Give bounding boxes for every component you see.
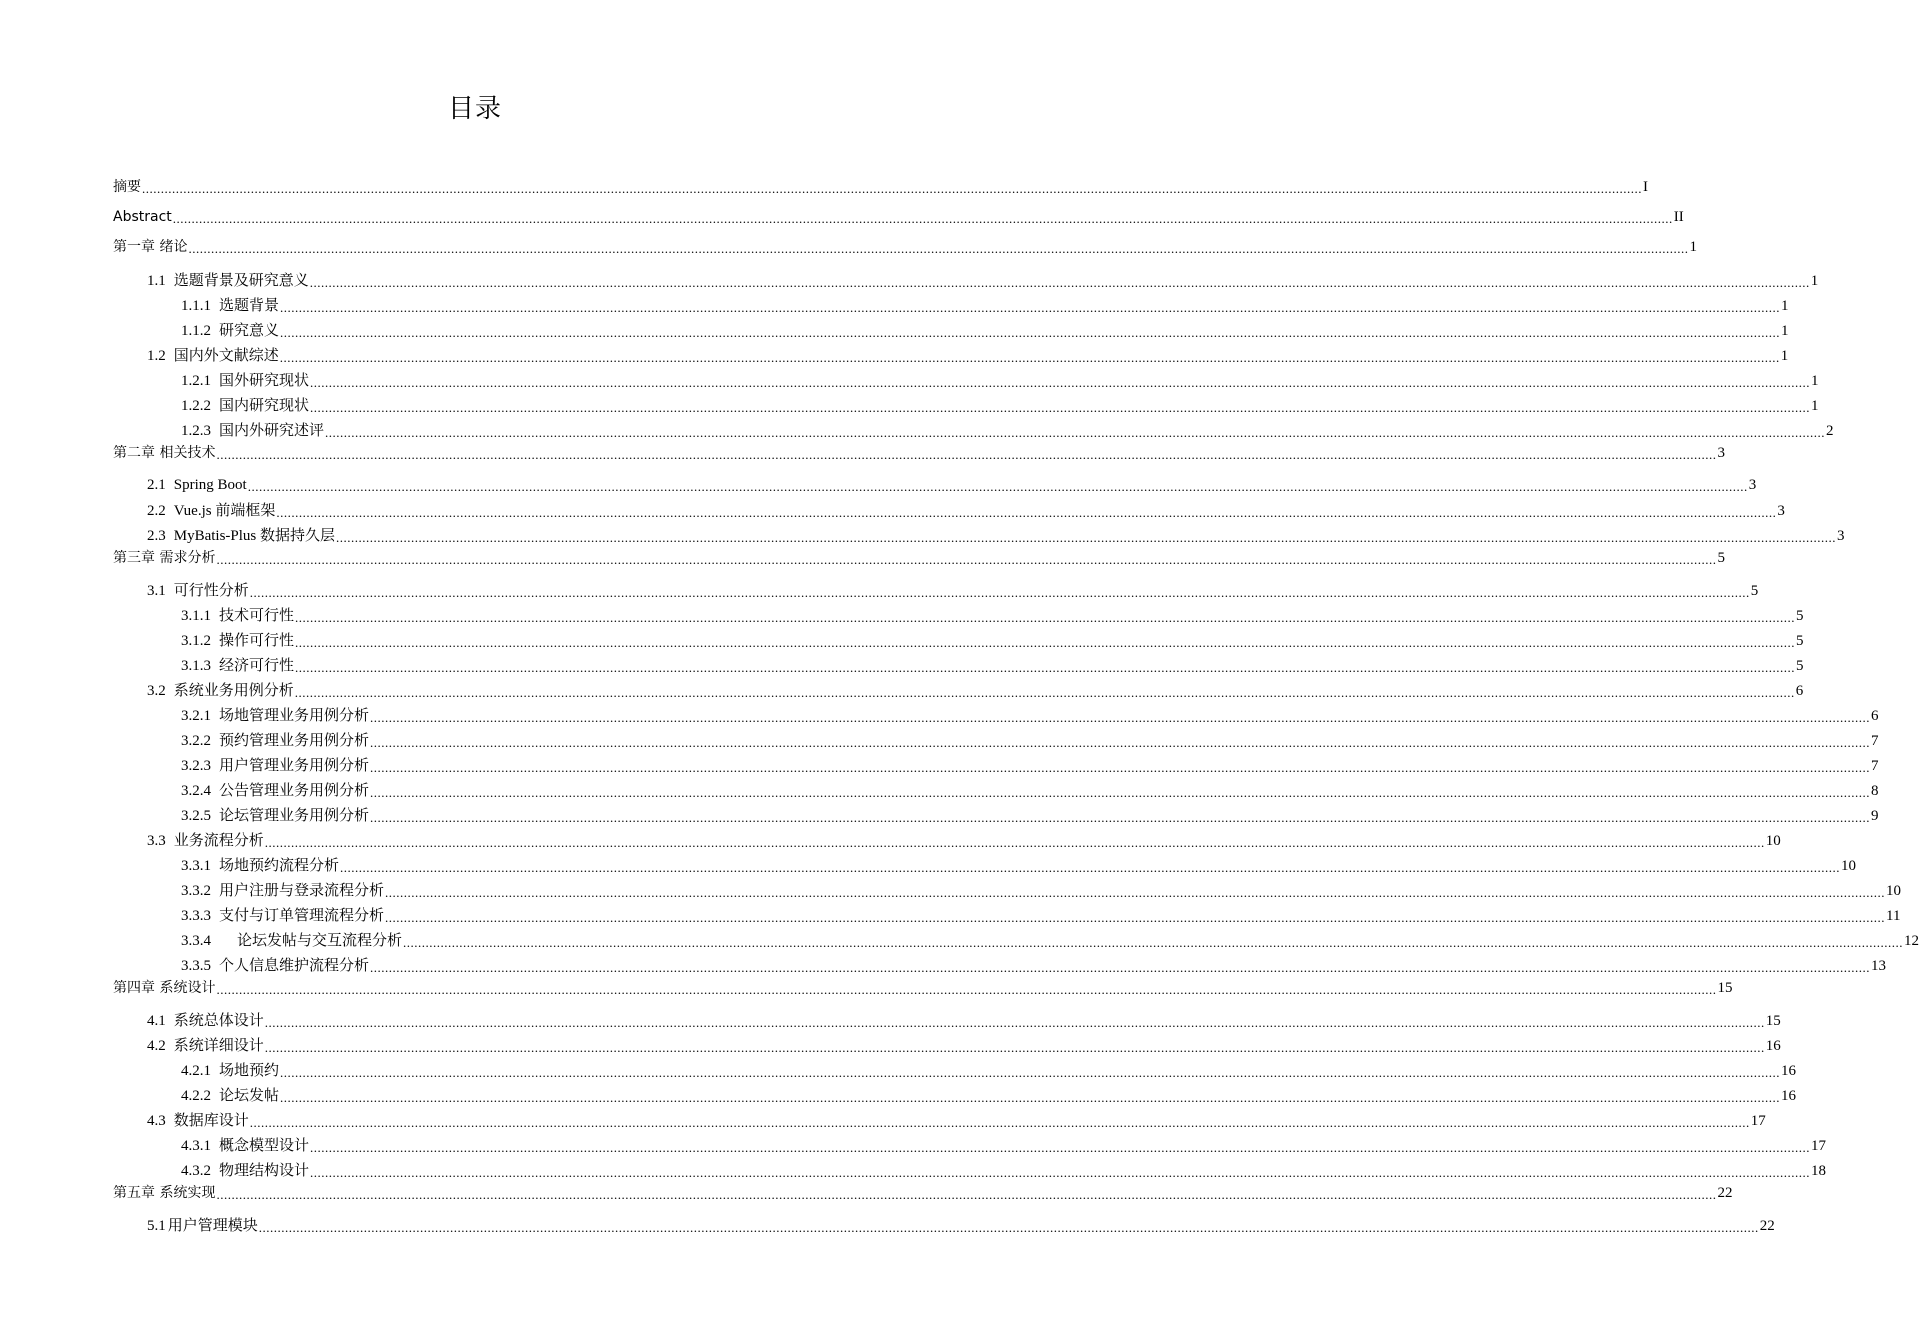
toc-entry-page: 22: [1759, 1218, 1775, 1234]
toc-entry-label: Vue.js 前端框架: [173, 503, 276, 519]
toc-entry-number: 3.2.4: [181, 783, 211, 799]
toc-entry-number: 3.2: [147, 683, 166, 699]
toc-leader-dots: ................................................................................................................................................................................................................................................................................................................................................................................................................: [403, 935, 1904, 950]
toc-entry-number: 1.1.1: [181, 298, 211, 314]
toc-leader-dots: ................................................................................................................................................................................................................................................................................................................................................................................................................: [309, 275, 1810, 290]
toc-entry[interactable]: [113, 498, 1785, 520]
toc-entry-number: 1.2.1: [181, 373, 211, 389]
toc-entry-number: 4.2: [147, 1038, 166, 1054]
toc-entry-number: 3.1.2: [181, 633, 211, 649]
toc-entry-number: 1.1.2: [181, 323, 211, 339]
toc-entry-page: 17: [1750, 1113, 1766, 1129]
toc-entry[interactable]: [113, 878, 1902, 900]
toc-entry-label: 用户管理业务用例分析: [219, 758, 370, 774]
toc-entry-page: 5: [1796, 658, 1804, 674]
toc-entry-page: 3: [1748, 477, 1757, 493]
toc-entry-label: 用户注册与登录流程分析: [219, 883, 385, 899]
toc-entry-label: 国内外研究述评: [219, 423, 325, 439]
toc-leader-dots: ................................................................................................................................................................................................................................................................................................................................................................................................................: [310, 400, 1811, 415]
toc-entry[interactable]: [113, 975, 1733, 997]
toc-leader-dots: ................................................................................................................................................................................................................................................................................................................................................................................................................: [370, 760, 1871, 775]
toc-entry-page: 10: [1886, 883, 1902, 899]
toc-entry-page: 10: [1765, 833, 1781, 849]
toc-leader-dots: ................................................................................................................................................................................................................................................................................................................................................................................................................: [385, 910, 1886, 925]
toc-entry-page: 13: [1871, 958, 1887, 974]
toc-entry[interactable]: [113, 1008, 1781, 1030]
toc-leader-dots: ................................................................................................................................................................................................................................................................................................................................................................................................................: [295, 610, 1796, 625]
toc-entry-label: 论坛发帖: [219, 1088, 280, 1104]
toc-leader-dots: ................................................................................................................................................................................................................................................................................................................................................................................................................: [216, 1187, 1717, 1202]
toc-entry-page: 10: [1841, 858, 1857, 874]
toc-leader-dots: ................................................................................................................................................................................................................................................................................................................................................................................................................: [258, 1220, 1759, 1235]
toc-leader-dots: ................................................................................................................................................................................................................................................................................................................................................................................................................: [280, 325, 1781, 340]
toc-entry[interactable]: [113, 368, 1819, 390]
toc-leader-dots: ................................................................................................................................................................................................................................................................................................................................................................................................................: [279, 350, 1780, 365]
toc-entry[interactable]: [113, 174, 1648, 196]
toc-leader-dots: ................................................................................................................................................................................................................................................................................................................................................................................................................: [249, 1115, 1750, 1130]
toc-leader-dots: ................................................................................................................................................................................................................................................................................................................................................................................................................: [294, 685, 1795, 700]
toc-entry-page: I: [1643, 179, 1648, 195]
toc-entry-number: 4.3.2: [181, 1163, 211, 1179]
toc-entry-label: 第三章 需求分析: [113, 550, 216, 566]
toc-leader-dots: ................................................................................................................................................................................................................................................................................................................................................................................................................: [385, 885, 1886, 900]
toc-entry-label: 系统详细设计: [173, 1038, 264, 1054]
toc-entry[interactable]: [113, 803, 1879, 825]
toc-leader-dots: ................................................................................................................................................................................................................................................................................................................................................................................................................: [172, 211, 1673, 226]
toc-entry[interactable]: [113, 318, 1789, 340]
toc-entry[interactable]: [113, 753, 1879, 775]
toc-entry-page: 5: [1717, 550, 1725, 566]
toc-entry-number: 3.2.1: [181, 708, 211, 724]
toc-leader-dots: ................................................................................................................................................................................................................................................................................................................................................................................................................: [370, 810, 1871, 825]
toc-entry-page: 2: [1826, 423, 1834, 439]
toc-entry[interactable]: [113, 578, 1759, 600]
toc-entry-label: 国内外文献综述: [173, 348, 279, 364]
toc-entry-label: 第五章 系统实现: [113, 1185, 216, 1201]
toc-entry[interactable]: [113, 1133, 1827, 1155]
toc-entry-page: 1: [1811, 398, 1819, 414]
toc-entry[interactable]: [113, 440, 1725, 462]
toc-entry[interactable]: [113, 1083, 1797, 1105]
toc-entry-label: 操作可行性: [219, 633, 295, 649]
toc-entry[interactable]: [113, 903, 1901, 925]
toc-entry-page: 3: [1777, 503, 1785, 519]
toc-entry-page: 5: [1750, 583, 1759, 599]
toc-entry[interactable]: [113, 1158, 1827, 1180]
toc-entry-number: 2.1: [147, 477, 166, 493]
toc-entry[interactable]: [113, 1213, 1775, 1235]
toc-entry-page: 17: [1811, 1138, 1827, 1154]
toc-entry-number: 3.3.3: [181, 908, 211, 924]
toc-leader-dots: ................................................................................................................................................................................................................................................................................................................................................................................................................: [264, 1015, 1765, 1030]
toc-entry-number: 1.2.3: [181, 423, 211, 439]
toc-entry-label: 场地预约流程分析: [219, 858, 340, 874]
toc-entry-label: 支付与订单管理流程分析: [219, 908, 385, 924]
toc-entry-label: 概念模型设计: [219, 1138, 310, 1154]
toc-entry-number: 1.2: [147, 348, 166, 364]
toc-entry-label: 第四章 系统设计: [113, 980, 216, 996]
toc-entry-page: 6: [1795, 683, 1804, 699]
toc-entry-page: 15: [1765, 1013, 1781, 1029]
toc-entry-label: 公告管理业务用例分析: [219, 783, 370, 799]
toc-entry-label: 数据库设计: [173, 1113, 249, 1129]
toc-entry-label: 国内研究现状: [219, 398, 310, 414]
toc-entry[interactable]: [113, 472, 1757, 494]
toc-entry-page: 8: [1871, 783, 1879, 799]
toc-entry-page: 1: [1810, 273, 1819, 289]
toc-entry-label: 论坛管理业务用例分析: [219, 808, 370, 824]
toc-entry[interactable]: [113, 418, 1834, 440]
toc-entry-label: 经济可行性: [219, 658, 295, 674]
toc-entry-number: 3.1: [147, 583, 166, 599]
toc-entry[interactable]: [113, 928, 1919, 950]
toc-leader-dots: ................................................................................................................................................................................................................................................................................................................................................................................................................: [188, 241, 1689, 256]
toc-entry-label: 系统业务用例分析: [173, 683, 294, 699]
toc-entry-label: MyBatis-Plus 数据持久层: [173, 528, 336, 544]
toc-entry-page: 1: [1689, 239, 1697, 255]
toc-entry[interactable]: [113, 853, 1857, 875]
toc-leader-dots: ................................................................................................................................................................................................................................................................................................................................................................................................................: [295, 635, 1796, 650]
toc-entry-label: 个人信息维护流程分析: [219, 958, 370, 974]
toc-entry[interactable]: [113, 953, 1887, 975]
toc-leader-dots: ................................................................................................................................................................................................................................................................................................................................................................................................................: [264, 835, 1765, 850]
toc-entry[interactable]: [113, 293, 1789, 315]
toc-leader-dots: ................................................................................................................................................................................................................................................................................................................................................................................................................: [280, 1065, 1781, 1080]
toc-leader-dots: ................................................................................................................................................................................................................................................................................................................................................................................................................: [325, 425, 1826, 440]
toc-entry[interactable]: [113, 728, 1879, 750]
toc-leader-dots: ................................................................................................................................................................................................................................................................................................................................................................................................................: [142, 181, 1642, 196]
toc-entry-number: 3.1.1: [181, 608, 211, 624]
toc-entry-label: 第二章 相关技术: [113, 445, 216, 461]
toc-entry-number: 3.2.3: [181, 758, 211, 774]
toc-leader-dots: ................................................................................................................................................................................................................................................................................................................................................................................................................: [216, 552, 1717, 567]
toc-leader-dots: ................................................................................................................................................................................................................................................................................................................................................................................................................: [340, 860, 1841, 875]
toc-entry[interactable]: [113, 628, 1804, 650]
toc-entry[interactable]: [113, 678, 1804, 700]
toc-entry[interactable]: [113, 703, 1879, 725]
toc-entry-number: 4.1: [147, 1013, 166, 1029]
toc-leader-dots: ................................................................................................................................................................................................................................................................................................................................................................................................................: [264, 1040, 1765, 1055]
toc-entry-number: 3.1.3: [181, 658, 211, 674]
toc-entry-page: 5: [1796, 608, 1804, 624]
toc-leader-dots: ................................................................................................................................................................................................................................................................................................................................................................................................................: [280, 300, 1781, 315]
toc-entry-label: 第一章 绪论: [113, 239, 188, 255]
toc-leader-dots: ................................................................................................................................................................................................................................................................................................................................................................................................................: [280, 1090, 1781, 1105]
toc-entry[interactable]: [113, 234, 1697, 256]
toc-entry-label: 选题背景及研究意义: [173, 273, 309, 289]
toc-entry-page: 1: [1781, 298, 1789, 314]
toc-entry[interactable]: [113, 523, 1845, 545]
toc-entry-label: 场地预约: [219, 1063, 280, 1079]
toc-entry-label: Spring Boot: [173, 477, 247, 493]
toc-leader-dots: ................................................................................................................................................................................................................................................................................................................................................................................................................: [336, 530, 1837, 545]
toc-entry-page: 16: [1781, 1088, 1797, 1104]
toc-entry-page: 1: [1780, 348, 1789, 364]
toc-leader-dots: ................................................................................................................................................................................................................................................................................................................................................................................................................: [370, 710, 1871, 725]
toc-entry[interactable]: [113, 1108, 1766, 1130]
toc-entry-page: 16: [1765, 1038, 1781, 1054]
toc-entry-label: 场地管理业务用例分析: [219, 708, 370, 724]
toc-entry-page: 7: [1871, 733, 1879, 749]
toc-leader-dots: ................................................................................................................................................................................................................................................................................................................................................................................................................: [310, 1140, 1811, 1155]
toc-entry-number: 5.1: [147, 1218, 166, 1234]
toc-entry-number: 2.3: [147, 528, 166, 544]
toc-leader-dots: ................................................................................................................................................................................................................................................................................................................................................................................................................: [310, 375, 1811, 390]
toc-entry-number: 3.3.4: [181, 933, 211, 949]
toc-entry-label: 物理结构设计: [219, 1163, 310, 1179]
toc-entry-page: 5: [1796, 633, 1804, 649]
toc-leader-dots: ................................................................................................................................................................................................................................................................................................................................................................................................................: [276, 505, 1777, 520]
toc-entry[interactable]: [113, 1058, 1797, 1080]
toc-title: 目录: [447, 94, 502, 124]
toc-leader-dots: ................................................................................................................................................................................................................................................................................................................................................................................................................: [247, 479, 1748, 494]
toc-entry-label: 可行性分析: [173, 583, 249, 599]
toc-entry[interactable]: [113, 828, 1781, 850]
toc-entry[interactable]: [113, 393, 1819, 415]
toc-leader-dots: ................................................................................................................................................................................................................................................................................................................................................................................................................: [310, 1165, 1811, 1180]
toc-entry-number: 3.3.1: [181, 858, 211, 874]
toc-entry-page: 12: [1904, 933, 1919, 949]
toc-entry-number: 3.3.5: [181, 958, 211, 974]
toc-entry-number: 1.2.2: [181, 398, 211, 414]
toc-entry-number: 3.2.5: [181, 808, 211, 824]
toc-entry-label: 预约管理业务用例分析: [219, 733, 370, 749]
toc-entry-label: 论坛发帖与交互流程分析: [237, 933, 403, 949]
toc-entry-page: 11: [1886, 908, 1901, 924]
toc-entry[interactable]: [113, 1033, 1781, 1055]
toc-leader-dots: ................................................................................................................................................................................................................................................................................................................................................................................................................: [370, 960, 1871, 975]
toc-entry-number: 4.2.1: [181, 1063, 211, 1079]
toc-entry-page: II: [1673, 209, 1684, 225]
toc-entry-label: Abstract: [113, 209, 172, 225]
toc-entry-page: 1: [1781, 323, 1789, 339]
toc-leader-dots: ................................................................................................................................................................................................................................................................................................................................................................................................................: [249, 585, 1750, 600]
toc-entry[interactable]: [113, 268, 1819, 290]
toc-entry-page: 3: [1837, 528, 1845, 544]
toc-entry-page: 6: [1871, 708, 1879, 724]
toc-entry-label: 用户管理模块: [167, 1218, 258, 1234]
toc-entry-number: 4.3.1: [181, 1138, 211, 1154]
toc-leader-dots: ................................................................................................................................................................................................................................................................................................................................................................................................................: [216, 447, 1717, 462]
toc-entry-number: 3.3.2: [181, 883, 211, 899]
toc-entry-number: 4.3: [147, 1113, 166, 1129]
toc-entry-label: 摘要: [113, 179, 141, 195]
toc-entry-label: 系统总体设计: [173, 1013, 264, 1029]
toc-entry-page: 16: [1781, 1063, 1797, 1079]
toc-entry[interactable]: [113, 545, 1725, 567]
toc-leader-dots: ................................................................................................................................................................................................................................................................................................................................................................................................................: [216, 982, 1717, 997]
toc-entry-label: 技术可行性: [219, 608, 295, 624]
toc-entry[interactable]: [113, 343, 1789, 365]
toc-leader-dots: ................................................................................................................................................................................................................................................................................................................................................................................................................: [295, 660, 1796, 675]
toc-entry-label: 业务流程分析: [173, 833, 264, 849]
toc-entry-number: 4.2.2: [181, 1088, 211, 1104]
toc-entry[interactable]: [113, 204, 1684, 226]
toc-entry-number: 3.2.2: [181, 733, 211, 749]
toc-entry-number: 1.1: [147, 273, 166, 289]
toc-entry-number: 3.3: [147, 833, 166, 849]
toc-entry[interactable]: [113, 1180, 1733, 1202]
toc-entry-label: 国外研究现状: [219, 373, 310, 389]
toc-entry-label: 选题背景: [219, 298, 280, 314]
toc-entry-number: 2.2: [147, 503, 166, 519]
toc-entry-page: 3: [1717, 445, 1725, 461]
toc-entry-label: 研究意义: [219, 323, 280, 339]
toc-entry-page: 9: [1871, 808, 1879, 824]
toc-entry[interactable]: [113, 778, 1879, 800]
toc-entry-page: 15: [1717, 980, 1733, 996]
toc-entry-page: 22: [1717, 1185, 1733, 1201]
toc-entry-page: 7: [1871, 758, 1879, 774]
toc-leader-dots: ................................................................................................................................................................................................................................................................................................................................................................................................................: [370, 735, 1871, 750]
toc-leader-dots: ................................................................................................................................................................................................................................................................................................................................................................................................................: [370, 785, 1871, 800]
toc-entry[interactable]: [113, 603, 1804, 625]
toc-entry[interactable]: [113, 653, 1804, 675]
toc-entry-page: 18: [1811, 1163, 1827, 1179]
toc-entry-page: 1: [1811, 373, 1819, 389]
